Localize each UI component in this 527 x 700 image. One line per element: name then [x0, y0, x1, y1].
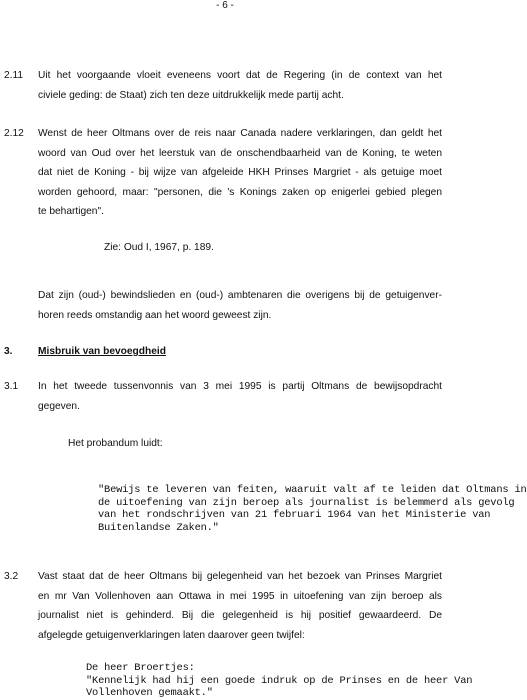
text-line: Vast staat dat de heer Oltmans bij gelegenheid van het bezoek van Prinses Margriet: [38, 571, 442, 582]
witness-statement: [86, 662, 473, 700]
text-line: journalist niet is gehinderd. Bij die gelegenheid is hij positief gewaardeerd. De: [38, 610, 442, 621]
text-line: en mr Van Vollenhoven aan Ottawa in mei 1995 in uitoefening van zijn beroep als: [38, 590, 442, 602]
page-number: - 6 -: [216, 0, 234, 11]
text-line: horen reeds omstandig aan het woord geweest zijn.: [38, 309, 272, 321]
quote-line: Buitenlandse Zaken.": [98, 521, 219, 534]
text-line: gegeven.: [38, 400, 80, 412]
text-line: civiele geding: de Staat) zich ten deze uitdrukkelijk mede partij acht.: [38, 89, 344, 101]
paragraph-text: [38, 377, 442, 416]
text-line: woord van Oud over het leerstuk van de onschendbaarheid van de Koning, te weten: [38, 147, 442, 159]
speaker-name: De heer Broertjes:: [86, 662, 195, 674]
text-line: Uit het voorgaande vloeit eveneens voort dat de Regering (in de context van het: [38, 70, 442, 81]
follow-text: [38, 286, 442, 325]
paragraph-number: 3.1: [4, 381, 19, 392]
text-line: afgelegde getuigenverklaringen laten daarover geen twijfel:: [38, 629, 305, 641]
quote-line: Vollenhoven gemaakt.": [86, 687, 213, 699]
text-line: worden gehoord, maar: "personen, die 's Konings zaken op enigerlei gebied plegen: [38, 186, 442, 198]
probandum-quote: [98, 484, 527, 534]
citation: Zie: Oud I, 1967, p. 189.: [104, 242, 214, 253]
section-number: 3.: [4, 346, 13, 357]
quote-line: "Kennelijk had hij een goede indruk op de Prinses en de heer Van: [86, 674, 473, 687]
quote-line: van het rondschrijven van 21 februari 1964 van het Ministerie van: [98, 509, 491, 521]
paragraph-number: 3.2: [4, 571, 19, 582]
paragraph-text: [38, 124, 442, 222]
text-line: Wenst de heer Oltmans over de reis naar Canada nadere verklaringen, dan geldt het: [38, 128, 442, 139]
text-line: In het tweede tussenvonnis van 3 mei 1995 is partij Oltmans de bewijsopdracht: [38, 381, 442, 392]
paragraph-number: 2.11: [4, 70, 24, 81]
paragraph-number: 2.12: [4, 128, 24, 139]
text-line: dat niet de Koning - bij wijze van afgeleide HKH Prinses Margriet - als getuige moet: [38, 167, 442, 178]
text-line: te behartigen".: [38, 206, 104, 217]
quote-line: "Bewijs te leveren van feiten, waaruit valt af te leiden dat Oltmans in: [98, 484, 527, 496]
probandum-intro: Het probandum luidt:: [68, 438, 163, 449]
paragraph-text: [38, 567, 442, 645]
paragraph-text: [38, 66, 442, 105]
section-title: Misbruik van bevoegdheid: [38, 346, 166, 357]
text-line: Dat zijn (oud-) bewindslieden en (oud-) ambtenaren die overigens bij de getuigenver-: [38, 290, 442, 301]
quote-line: de uitoefening van zijn beroep als journalist is belemmerd als gevolg: [98, 496, 515, 509]
